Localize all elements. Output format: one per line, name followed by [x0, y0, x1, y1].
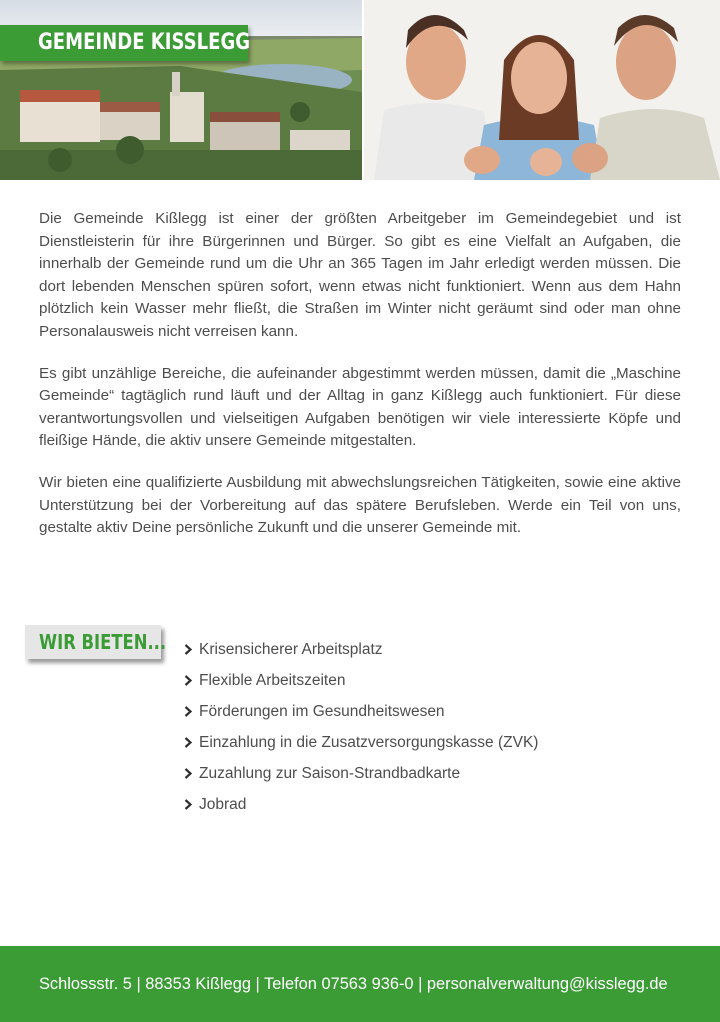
header-images — [0, 0, 720, 180]
offer-label: Flexible Arbeitszeiten — [199, 671, 346, 689]
chevron-right-icon — [184, 737, 199, 748]
list-item — [184, 665, 538, 696]
chevron-right-icon — [184, 644, 199, 655]
chevron-right-icon — [184, 799, 199, 810]
list-item — [184, 634, 538, 665]
offers-title: WIR BIETEN... — [39, 630, 167, 654]
list-item — [184, 789, 538, 820]
intro-paragraph: Wir bieten eine qualifizierte Ausbildung mit abwechslungsreichen Tätigkeiten, sowie eine aktive Unterstützung bei der Vorbereitung auf das spätere Berufsleben. Werde ein Teil von uns, gestalte aktiv Deine persönliche Zukunft und die unserer Gemeinde mit. — [39, 473, 681, 537]
chevron-right-icon — [184, 675, 199, 686]
chevron-right-icon — [184, 706, 199, 717]
list-item — [184, 727, 538, 758]
offer-label: Krisensicherer Arbeitsplatz — [199, 640, 383, 658]
offer-label: Einzahlung in die Zusatzversorgungskasse (ZVK) — [199, 733, 539, 751]
offer-label: Zuzahlung zur Saison-Strandbadkarte — [199, 764, 461, 782]
list-item — [184, 758, 538, 789]
offers-list — [184, 634, 538, 820]
intro-paragraph: Die Gemeinde Kißlegg ist einer der größten Arbeitgeber im Gemeindegebiet und ist Dienstleisterin für ihre Bürgerinnen und Bürger. So gibt es eine Vielfalt an Aufgaben, die innerhalb der Gemeinde rund um die Uhr an 365 Tagen im Jahr erledigt werden müssen. Die dort lebenden Menschen spüren sofort, wenn etwas nicht funktioniert. Wenn aus dem Hahn plötzlich kein Wasser mehr fließt, die Straßen im Winter nicht geräumt sind oder man ohne Personalausweis nicht verreisen kann. — [39, 210, 681, 340]
footer — [0, 946, 720, 1022]
intro-paragraph: Es gibt unzählige Bereiche, die aufeinander abgestimmt werden müssen, damit die „Maschine Gemeinde“ tagtäglich rund läuft und der Alltag in ganz Kißlegg auch funktioniert. Für diese verantwortungsvollen und vielseitigen Aufgaben benötigen wir viele interessierte Köpfe und fleißige Hände, die aktiv unsere Gemeinde mitgestalten. — [39, 364, 681, 450]
footer-contact: Schlossstr. 5 | 88353 Kißlegg | Telefon 07563 936-0 | personalverwaltung@kisslegg.de — [39, 975, 668, 993]
offer-label: Jobrad — [199, 795, 247, 813]
offer-label: Förderungen im Gesundheitswesen — [199, 702, 445, 720]
intro-text — [39, 208, 681, 559]
young-people-image — [364, 0, 720, 180]
list-item — [184, 696, 538, 727]
banner-title: GEMEINDE KISSLEGG — [38, 30, 251, 55]
offers-tag — [25, 625, 167, 659]
chevron-right-icon — [184, 768, 199, 779]
title-banner — [0, 25, 251, 61]
